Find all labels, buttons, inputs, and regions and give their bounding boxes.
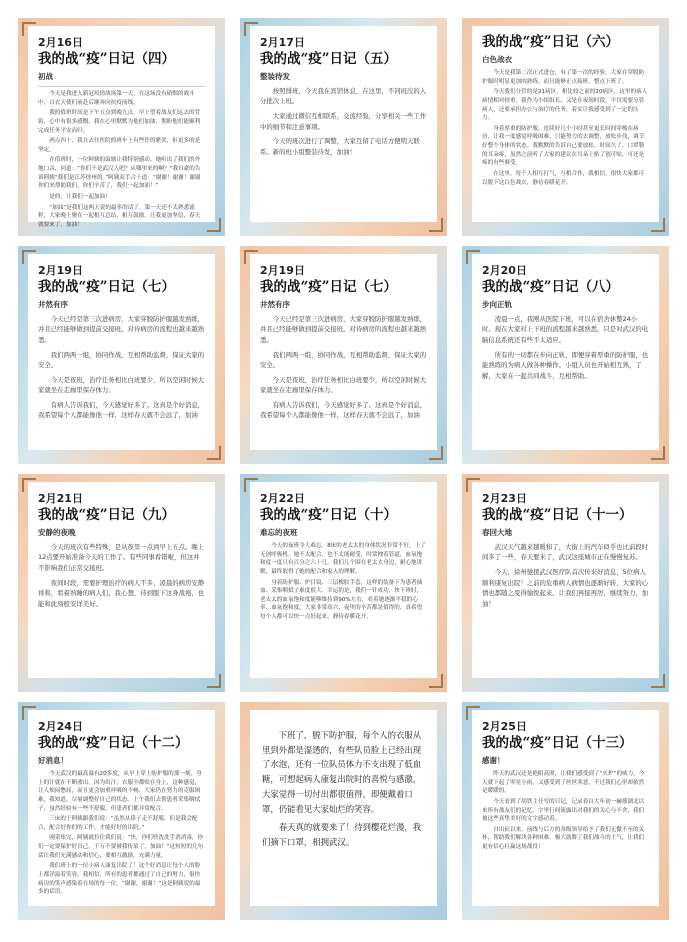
paragraph: 在值班时，一位阿姨的鼓励让我特别感动。她听出了我们的外地口音，问道：“你们不是武汉人吧？从哪里来的啊？”我自豪的告诉阿姨“我们是江苏徐州的。”阿姨双手合十道：“谢谢！谢谢！谢谢你们来帮助我们，你们辛苦了，我们一起加油！” bbox=[38, 157, 201, 190]
entry-subtitle: 难忘的夜班 bbox=[260, 527, 298, 537]
entry-body bbox=[482, 542, 649, 609]
paragraph: 我们两两一组，协同作战，互相帮助监督，保证大家的安全。 bbox=[38, 350, 205, 370]
entry-title: 我的战“疫”日记（八） bbox=[482, 279, 620, 295]
entry-title: 我的战“疫”日记（十三） bbox=[482, 735, 633, 751]
corner-bracket bbox=[651, 218, 665, 232]
corner-bracket bbox=[22, 706, 36, 720]
entry-body bbox=[482, 69, 649, 188]
entry-body bbox=[38, 90, 205, 230]
corner-bracket bbox=[429, 674, 443, 688]
corner-bracket bbox=[22, 478, 36, 492]
paragraph: 今天是我进入新冠疫情战场第一天。在这场没有硝烟的战斗中，白衣天使们前赴后继奔向抗疫前线。 bbox=[38, 90, 195, 106]
entry-subtitle: 好消息！ bbox=[38, 755, 68, 765]
card-sheet bbox=[28, 26, 215, 229]
diary-card-13 bbox=[462, 702, 669, 920]
entry-body bbox=[38, 314, 205, 421]
entry-body bbox=[260, 314, 427, 421]
entry-title: 我的战“疫”日记（四） bbox=[38, 51, 176, 67]
paragraph: 今天我们分管的是21病区，相比较之前的20病区，这里的病人病情相对较重。我作为小组组长，又是在夜间时段，不仅需要分管病人，还要承担办公与治疗的任务，着实让我感受到了一定的压力。 bbox=[482, 89, 648, 122]
entry-body bbox=[262, 728, 425, 850]
entry-body bbox=[38, 770, 205, 897]
entry-subtitle: 白色战衣 bbox=[482, 54, 512, 64]
entry-title: 我的战“疫”日记（七） bbox=[38, 279, 176, 295]
corner-bracket bbox=[207, 218, 221, 232]
entry-title: 我的战“疫”日记（五） bbox=[260, 51, 398, 67]
diary-card-11 bbox=[462, 474, 669, 692]
entry-body bbox=[482, 314, 649, 381]
corner-bracket bbox=[22, 250, 36, 264]
corner-bracket bbox=[244, 250, 258, 264]
card-sheet bbox=[250, 482, 437, 678]
paragraph: 在这里，每个人相互打气，互相合作，我相信，很快大家都可以脱下这白色战衣，静待春暖花开。 bbox=[482, 171, 645, 186]
card-sheet bbox=[28, 254, 215, 450]
paragraph: 今天的班次进行了调整，大家互留了电话方便明天联系。新的班小组整装待发，加油！ bbox=[260, 137, 420, 156]
corner-bracket bbox=[466, 478, 480, 492]
entry-title: 我的战“疫”日记（十） bbox=[260, 507, 398, 523]
diary-collage bbox=[18, 18, 669, 924]
paragraph: 我们班上的一位小病人康复出院了！这个好消息让每个人的脸上都洋溢着笑容，我相信，所有的患者都通过了自己的努力，很快病房的笑声感染着在场的每一位。“谢谢，谢谢！”这是阿姨说的最多的话语。 bbox=[38, 863, 201, 896]
entry-subtitle: 感谢！ bbox=[482, 755, 505, 765]
entry-date: 2月17日 bbox=[260, 36, 305, 49]
card-sheet bbox=[28, 482, 215, 678]
divider bbox=[38, 86, 205, 87]
paragraph: 今天是夜班，治疗任务相比白班要少，所以空闲时候大家就坐在走廊里保存体力。 bbox=[38, 375, 205, 395]
paragraph: 今天是我第二次正式进仓，有了第一次的经验，大家在穿脱防护服时明显更加的熟练。而且能够正点接班，整点下班了。 bbox=[482, 69, 645, 85]
paragraph: 今天看到了胡铁主任写的日记，记录着自大年初一赫援湖北以来所有战友们的记忆，字里行间流露出对我们的关心与不舍，我们被这些真挚美好的文字感动着。 bbox=[482, 798, 645, 823]
entry-title: 我的战“疫”日记（九） bbox=[38, 507, 176, 523]
paragraph: 今天，徐州驰援武汉医疗队首次传来好消息，5位病人顺利康复出院！之前的危重病人病情也逐渐好转，大家的心情也都随之变得愉悦起来。让我们再接再厉，继续努力，加油！ bbox=[482, 568, 649, 608]
paragraph: 有病人告诉我们，今天感觉好多了。这真是个好消息，我希望每个人都能像他一样，这样春天就不会远了，加油 bbox=[38, 400, 205, 420]
paragraph: 我们两两一组，协同作战，互相帮助监督，保证大家的安全。 bbox=[260, 350, 427, 370]
entry-body bbox=[260, 86, 427, 157]
paragraph: 按照排班，今天我在宾馆休息，在这里，不同班次的人分批次上班。 bbox=[260, 86, 427, 106]
paragraph: 三床的王阿姨跟我们说：“虽然从鼻子走不舒服，但是我会配合，配合好你们的工作，才能好好的出院。” bbox=[38, 816, 198, 831]
entry-body bbox=[38, 542, 205, 609]
paragraph: 身着防护服、护目镜、三层橡胶手套，这样的装备下为患者抽血、采集咽拭子难度很大，幸运的是，我们一针成功，快下班时，老太太的血氧饱和度能够维持到90%左右，看着她逐渐平稳的心率、血氧饱和度，大家非常高兴，夜里的辛苦都是值得的，真希望每个人都可以快一点好起来，静待春暖花开。 bbox=[260, 579, 423, 621]
paragraph: 我的值班时间是下午五点到晚九点。早上望着战友们远去的背影，心中有很多感慨，我在心里默默为他们加油，期盼他们能顺利完成任务平安而归。 bbox=[38, 110, 201, 134]
card-sheet bbox=[472, 710, 659, 906]
diary-card-5 bbox=[240, 18, 447, 236]
card-sheet bbox=[472, 482, 659, 678]
entry-subtitle: 整装待发 bbox=[260, 71, 290, 81]
corner-bracket bbox=[466, 706, 480, 720]
paragraph: 自出征以来，前线与后方的各级领导给予了我们无微不至的关怀，帮助我们解决各种困难，极大鼓舞了我们战斗的士气，让我们更有信心打赢这场战役！ bbox=[482, 826, 645, 851]
paragraph: 两点四十，我在去往医院的班车上有些许的紧张，但更多的是坚定。 bbox=[38, 138, 201, 153]
paragraph: 下班了，脱下防护服，每个人的衣服从里到外都是湿透的，有些队员脸上已经出现了水泡，还有一位队员体力不支出现了低血糖，可想起病人康复出院时的喜悦与感激，大家觉得一切付出都很值得，即便戴着口罩，仍能看见大家灿烂的笑容。 bbox=[262, 730, 422, 814]
entry-title: 我的战“疫”日记（六） bbox=[482, 34, 620, 50]
card-sheet bbox=[250, 254, 437, 450]
paragraph: 今天已经是第三次进病房，大家穿脱防护服越发熟练，并且已经能够做到提前交接班。对待病房的流程也越来越熟悉。 bbox=[38, 314, 205, 344]
entry-subtitle: 初战 bbox=[38, 71, 53, 81]
entry-body bbox=[482, 770, 649, 852]
card-sheet bbox=[250, 710, 437, 906]
paragraph: 昨天的武汉还是艳阳高照，让我们感受到了“火炉”的威力，今天就下起了零星小雨，又感受到了丝丝寒意。不过我们心里却依然是暖暖的。 bbox=[482, 770, 645, 795]
corner-bracket bbox=[244, 22, 258, 36]
card-sheet bbox=[250, 26, 437, 222]
paragraph: 今天武汉的最高温有20多度，从早上穿上防护服的那一刻，身上的汗就在不断渗出。因为出汗，衣服全都贴在身上，这种感觉，让人烦闷憋屈，而且更会加重呼吸的不畅，大家仍在努力的克服困难，我知道，尽量调整好自己的状态。上午我们去帮患者采集咽拭子，虽然经验有一些不舒服，但患者们都非常配合。 bbox=[38, 770, 202, 812]
entry-title: 我的战“疫”日记（十二） bbox=[38, 735, 189, 751]
card-sheet bbox=[28, 710, 215, 906]
entry-date: 2月21日 bbox=[38, 492, 83, 505]
diary-card-7b bbox=[240, 246, 447, 464]
entry-subtitle: 井然有序 bbox=[260, 299, 290, 309]
corner-bracket bbox=[429, 446, 443, 460]
diary-card-10 bbox=[240, 474, 447, 692]
paragraph: 武汉天气越来越暖和了，大街上的汽车似乎也比前段时间多了一些，春天要来了，武汉这座城市正在慢慢复苏。 bbox=[482, 542, 649, 562]
entry-date: 2月16日 bbox=[38, 36, 83, 49]
paragraph: 大家通过微信互相联系，交流经验，分享相关一些工作中的细节和注意事项。 bbox=[260, 112, 427, 131]
paragraph: 身着厚重的防护服，连续好几个小时甚至更长时间穿梭在病房，让我一度感觉呼吸困难，只能努力的去调整，放松步伐，调节好整个身体的状态。我默默的告诉自己要放松。时间久了，口罩勒的耳朵疼，虽然之前听了大家的建议在耳朵上贴了创可贴，可还是疼的有些难受。 bbox=[482, 125, 645, 167]
corner-bracket bbox=[22, 22, 36, 36]
entry-date: 2月23日 bbox=[482, 492, 527, 505]
entry-title: 我的战“疫”日记（十一） bbox=[482, 507, 633, 523]
paragraph: 今天是夜班，治疗任务相比白班要少，所以空闲时候大家就坐在走廊里保存体力。 bbox=[260, 375, 427, 395]
entry-title: 我的战“疫”日记（七） bbox=[260, 279, 398, 295]
paragraph: 今天的夜班令人难忘。8床的老太太的身体状况非常不好，上了无创呼吸机。她不太配合，也不太能耐受，时常拽着管道，血氧饱和度一度只有百分之六十几。我们几个围在老太太身边，耐心地讲解，最终取得了她的配合和家人的理解。 bbox=[260, 542, 426, 575]
diary-card-9 bbox=[18, 474, 225, 692]
corner-bracket bbox=[466, 250, 480, 264]
entry-subtitle: 步向正轨 bbox=[482, 299, 512, 309]
corner-bracket bbox=[429, 218, 443, 232]
diary-card-8 bbox=[462, 246, 669, 464]
paragraph: 今天已经是第三次进病房，大家穿脱防护服越发熟练，并且已经能够做到提前交接班。对待病房的流程也越来越熟悉。 bbox=[260, 314, 427, 344]
diary-card-4 bbox=[18, 18, 225, 236]
corner-bracket bbox=[651, 674, 665, 688]
paragraph: 所有的一切都在步向正轨，即便穿着厚重的防护服，也能熟练的为病人做各种操作。小组人员也开始相互熟，了解，大家在一起共同战斗，互相帮助。 bbox=[482, 350, 649, 380]
entry-date: 2月22日 bbox=[260, 492, 305, 505]
paragraph: 凌晨一点，我刚从医院下班，可以在宿舍休整24小时。现在大家对上下班的流程越来越熟悉，只是对武汉的电脑信息系统还有些不太适应。 bbox=[482, 314, 649, 344]
corner-bracket bbox=[207, 446, 221, 460]
diary-card-6 bbox=[462, 18, 669, 236]
paragraph: “加油”是我们这两天说的最多的话了。第一天还不太熟悉流程，大家晚上聚在一起相互总结，相互鼓励，让我更加坚信，春天就要来了，加油！ bbox=[38, 204, 201, 229]
corner-bracket bbox=[244, 478, 258, 492]
paragraph: 刚采集完，阿姨就拉住我们说：“快，你们快洗洗手消消毒，你们一定要保护好自己，千万不要被我传染了，加油！”这短短的几句话让我们充满感动和信心，要相互激励，充满力量。 bbox=[38, 835, 204, 859]
corner-bracket bbox=[651, 446, 665, 460]
entry-date: 2月19日 bbox=[38, 264, 83, 277]
paragraph: 夜间时段，需要护理治疗的病人不多，凌晨的病房安静祥和，看着熟睡的病人们，我心想，待到脱下这身战袍，也能和此刻般安详美好。 bbox=[38, 578, 205, 608]
entry-body bbox=[260, 542, 427, 622]
card-sheet bbox=[472, 26, 659, 222]
paragraph: 今天的班次有些特殊，是从夜里一点到早上五点。晚上12点要开始准备今天的工作了。有些同事看错啦，但这并不影响我们正常交接班。 bbox=[38, 542, 205, 572]
entry-subtitle: 安静的夜晚 bbox=[38, 527, 76, 537]
diary-card-12-continued bbox=[240, 702, 447, 920]
paragraph: 是的，让我们一起加油！ bbox=[49, 194, 111, 201]
entry-subtitle: 春回大地 bbox=[482, 527, 512, 537]
card-sheet bbox=[472, 254, 659, 450]
corner-bracket bbox=[207, 674, 221, 688]
entry-subtitle: 井然有序 bbox=[38, 299, 68, 309]
paragraph: 春天真的就要来了！待到樱花烂漫，我们摘下口罩，相拥武汉。 bbox=[262, 822, 422, 847]
entry-date: 2月25日 bbox=[482, 720, 527, 733]
entry-date: 2月24日 bbox=[38, 720, 83, 733]
paragraph: 有病人告诉我们，今天感觉好多了。这真是个好消息，我希望每个人都能像他一样，这样春天就不会远了，加油 bbox=[260, 400, 427, 420]
diary-card-12 bbox=[18, 702, 225, 920]
entry-date: 2月19日 bbox=[260, 264, 305, 277]
diary-card-7a bbox=[18, 246, 225, 464]
entry-date: 2月20日 bbox=[482, 264, 527, 277]
